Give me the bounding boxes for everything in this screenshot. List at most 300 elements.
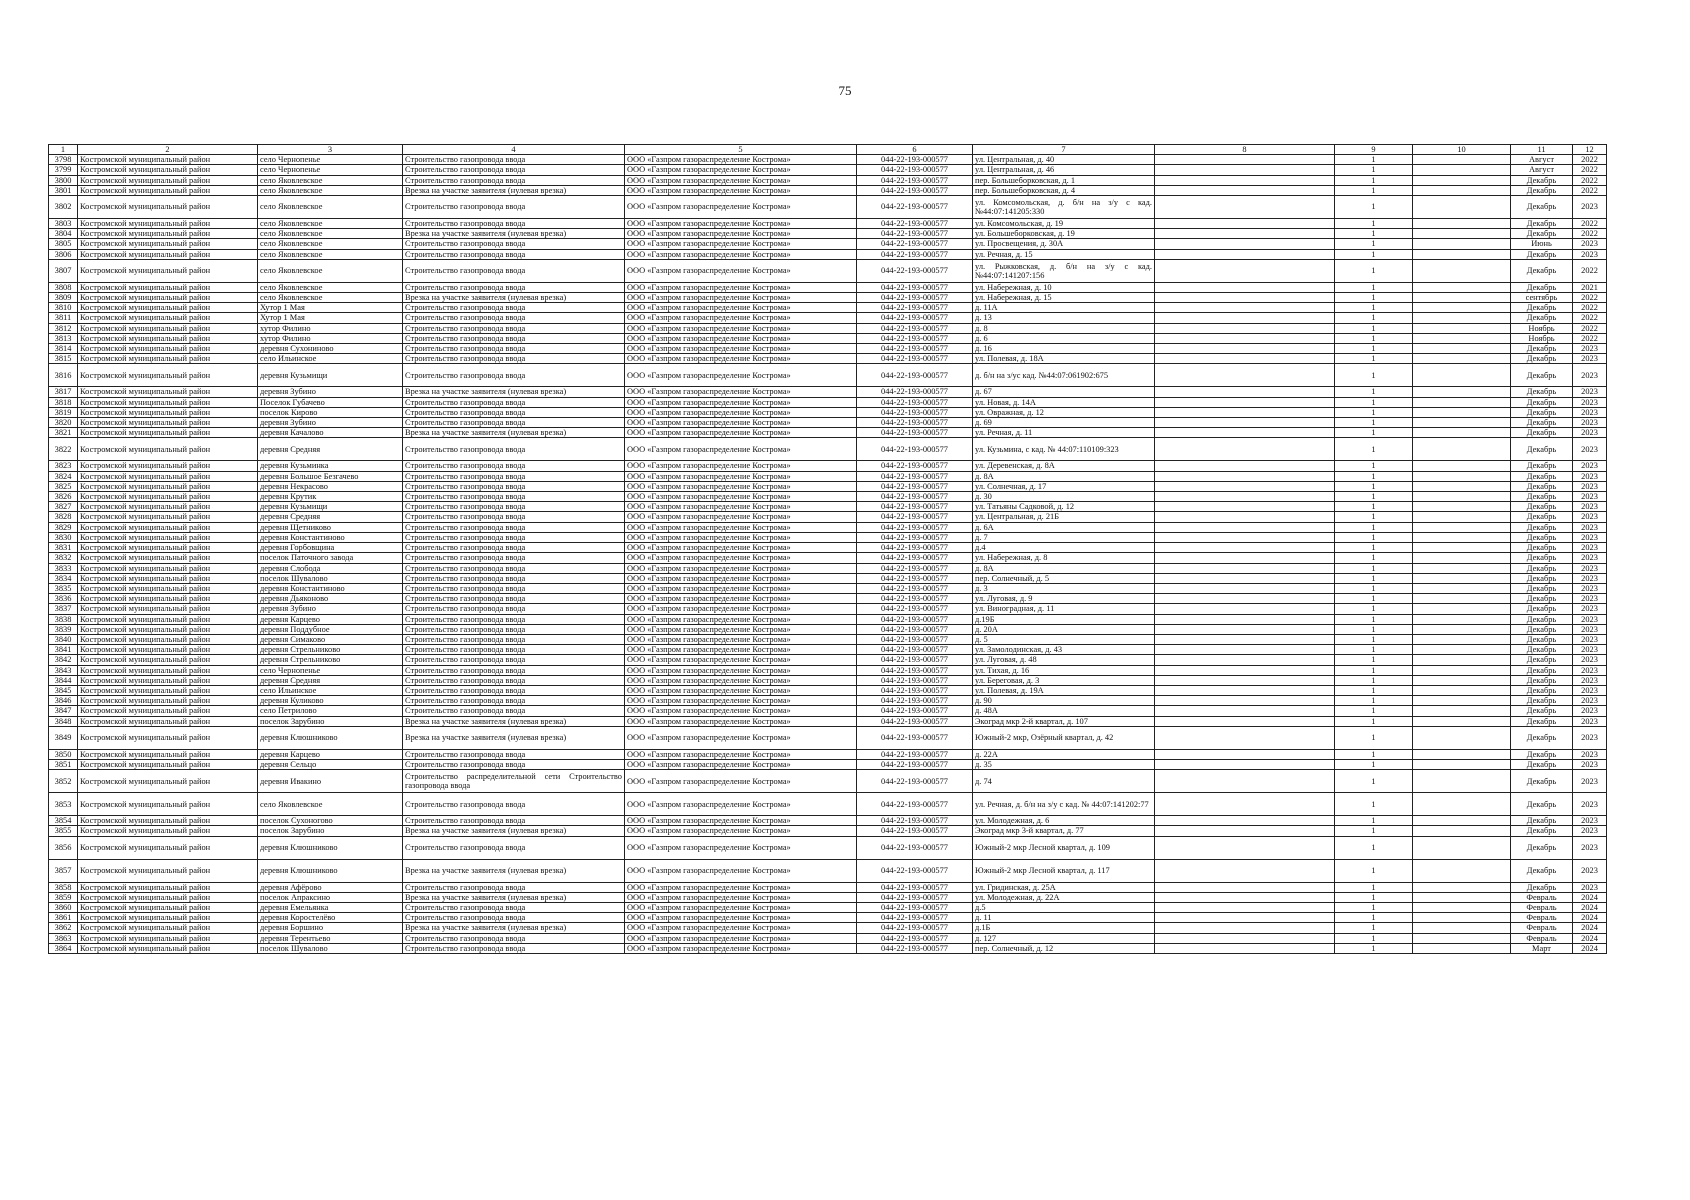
row-number-cell: 3816 <box>49 364 78 387</box>
col8-cell <box>1155 333 1335 343</box>
row-number-cell: 3824 <box>49 471 78 481</box>
registry-code-cell: 044-22-193-000577 <box>857 543 973 553</box>
quantity-cell: 1 <box>1335 323 1413 333</box>
col8-cell <box>1155 354 1335 364</box>
address-cell: д. 5 <box>973 634 1155 644</box>
quantity-cell: 1 <box>1335 594 1413 604</box>
district-cell: Костромской муниципальный район <box>78 826 258 836</box>
month-cell: Декабрь <box>1511 563 1573 573</box>
work-type-cell: Строительство газопровода ввода <box>403 397 625 407</box>
month-cell: Декабрь <box>1511 219 1573 229</box>
month-cell: Декабрь <box>1511 665 1573 675</box>
organization-cell: ООО «Газпром газораспределение Кострома» <box>625 614 857 624</box>
col10-cell <box>1413 892 1511 902</box>
address-cell: ул. Набережная, д. 15 <box>973 293 1155 303</box>
row-number-cell: 3817 <box>49 387 78 397</box>
month-cell: Февраль <box>1511 902 1573 912</box>
column-header: 7 <box>973 145 1155 155</box>
year-cell: 2023 <box>1573 354 1607 364</box>
table-row <box>49 239 1607 249</box>
row-number-cell: 3798 <box>49 155 78 165</box>
settlement-cell: деревня Зубино <box>258 604 403 614</box>
table-row <box>49 438 1607 461</box>
col8-cell <box>1155 836 1335 859</box>
work-type-cell: Строительство газопровода ввода <box>403 512 625 522</box>
year-cell: 2023 <box>1573 492 1607 502</box>
month-cell: Февраль <box>1511 933 1573 943</box>
table-row <box>49 614 1607 624</box>
row-number-cell: 3808 <box>49 282 78 292</box>
work-type-cell: Строительство газопровода ввода <box>403 563 625 573</box>
settlement-cell: село Яковлевское <box>258 259 403 282</box>
row-number-cell: 3822 <box>49 438 78 461</box>
registry-code-cell: 044-22-193-000577 <box>857 816 973 826</box>
registry-code-cell: 044-22-193-000577 <box>857 594 973 604</box>
district-cell: Костромской муниципальный район <box>78 532 258 542</box>
col10-cell <box>1413 428 1511 438</box>
address-cell: д.4 <box>973 543 1155 553</box>
col10-cell <box>1413 696 1511 706</box>
district-cell: Костромской муниципальный район <box>78 913 258 923</box>
col8-cell <box>1155 583 1335 593</box>
organization-cell: ООО «Газпром газораспределение Кострома» <box>625 502 857 512</box>
work-type-cell: Строительство газопровода ввода <box>403 634 625 644</box>
quantity-cell: 1 <box>1335 923 1413 933</box>
col8-cell <box>1155 793 1335 816</box>
district-cell: Костромской муниципальный район <box>78 943 258 953</box>
registry-code-cell: 044-22-193-000577 <box>857 793 973 816</box>
col10-cell <box>1413 583 1511 593</box>
address-cell: пер. Солнечный, д. 5 <box>973 573 1155 583</box>
column-header: 6 <box>857 145 973 155</box>
settlement-cell: село Яковлевское <box>258 229 403 239</box>
row-number-cell: 3835 <box>49 583 78 593</box>
address-cell: ул. Тихая, д. 16 <box>973 665 1155 675</box>
year-cell: 2023 <box>1573 816 1607 826</box>
registry-code-cell: 044-22-193-000577 <box>857 532 973 542</box>
district-cell: Костромской муниципальный район <box>78 696 258 706</box>
registry-code-cell: 044-22-193-000577 <box>857 185 973 195</box>
organization-cell: ООО «Газпром газораспределение Кострома» <box>625 461 857 471</box>
col10-cell <box>1413 826 1511 836</box>
quantity-cell: 1 <box>1335 438 1413 461</box>
month-cell: Декабрь <box>1511 685 1573 695</box>
work-type-cell: Строительство газопровода ввода <box>403 407 625 417</box>
settlement-cell: деревня Стрельниково <box>258 645 403 655</box>
organization-cell: ООО «Газпром газораспределение Кострома» <box>625 573 857 583</box>
address-cell: д. 22А <box>973 749 1155 759</box>
col10-cell <box>1413 532 1511 542</box>
district-cell: Костромской муниципальный район <box>78 313 258 323</box>
settlement-cell: село Чернопенье <box>258 165 403 175</box>
month-cell: Декабрь <box>1511 836 1573 859</box>
organization-cell: ООО «Газпром газораспределение Кострома» <box>625 923 857 933</box>
organization-cell: ООО «Газпром газораспределение Кострома» <box>625 397 857 407</box>
table-row <box>49 364 1607 387</box>
table-row <box>49 624 1607 634</box>
registry-table <box>48 144 1607 954</box>
registry-code-cell: 044-22-193-000577 <box>857 165 973 175</box>
organization-cell: ООО «Газпром газораспределение Кострома» <box>625 313 857 323</box>
work-type-cell: Строительство газопровода ввода <box>403 175 625 185</box>
registry-code-cell: 044-22-193-000577 <box>857 645 973 655</box>
settlement-cell: село Яковлевское <box>258 219 403 229</box>
address-cell: д. 3 <box>973 583 1155 593</box>
registry-code-cell: 044-22-193-000577 <box>857 313 973 323</box>
organization-cell: ООО «Газпром газораспределение Кострома» <box>625 219 857 229</box>
registry-code-cell: 044-22-193-000577 <box>857 481 973 491</box>
settlement-cell: деревня Константиново <box>258 532 403 542</box>
district-cell: Костромской муниципальный район <box>78 344 258 354</box>
organization-cell: ООО «Газпром газораспределение Кострома» <box>625 604 857 614</box>
col10-cell <box>1413 155 1511 165</box>
district-cell: Костромской муниципальный район <box>78 706 258 716</box>
organization-cell: ООО «Газпром газораспределение Кострома» <box>625 749 857 759</box>
quantity-cell: 1 <box>1335 685 1413 695</box>
table-row <box>49 675 1607 685</box>
col10-cell <box>1413 634 1511 644</box>
year-cell: 2023 <box>1573 882 1607 892</box>
month-cell: Декабрь <box>1511 229 1573 239</box>
work-type-cell: Строительство газопровода ввода <box>403 913 625 923</box>
month-cell: Декабрь <box>1511 759 1573 769</box>
quantity-cell: 1 <box>1335 407 1413 417</box>
column-header: 9 <box>1335 145 1413 155</box>
address-cell: д. 11 <box>973 913 1155 923</box>
table-row <box>49 685 1607 695</box>
row-number-cell: 3814 <box>49 344 78 354</box>
quantity-cell: 1 <box>1335 397 1413 407</box>
settlement-cell: деревня Боршино <box>258 923 403 933</box>
col8-cell <box>1155 512 1335 522</box>
work-type-cell: Врезка на участке заявителя (нулевая врезка) <box>403 387 625 397</box>
settlement-cell: деревня Качалово <box>258 428 403 438</box>
table-row <box>49 407 1607 417</box>
year-cell: 2023 <box>1573 665 1607 675</box>
quantity-cell: 1 <box>1335 859 1413 882</box>
district-cell: Костромской муниципальный район <box>78 259 258 282</box>
quantity-cell: 1 <box>1335 532 1413 542</box>
col10-cell <box>1413 196 1511 219</box>
month-cell: Декабрь <box>1511 770 1573 793</box>
year-cell: 2023 <box>1573 604 1607 614</box>
address-cell: ул. Полевая, д. 19А <box>973 685 1155 695</box>
work-type-cell: Строительство газопровода ввода <box>403 418 625 428</box>
row-number-cell: 3852 <box>49 770 78 793</box>
col10-cell <box>1413 624 1511 634</box>
address-cell: Экоград мкр 2-й квартал, д. 107 <box>973 716 1155 726</box>
col8-cell <box>1155 543 1335 553</box>
year-cell: 2023 <box>1573 532 1607 542</box>
district-cell: Костромской муниципальный район <box>78 563 258 573</box>
col8-cell <box>1155 155 1335 165</box>
settlement-cell: деревня Горбовщина <box>258 543 403 553</box>
table-row <box>49 387 1607 397</box>
table-row <box>49 471 1607 481</box>
table-row <box>49 418 1607 428</box>
row-number-cell: 3837 <box>49 604 78 614</box>
registry-code-cell: 044-22-193-000577 <box>857 892 973 902</box>
col10-cell <box>1413 185 1511 195</box>
address-cell: Экоград мкр 3-й квартал, д. 77 <box>973 826 1155 836</box>
col8-cell <box>1155 397 1335 407</box>
row-number-cell: 3811 <box>49 313 78 323</box>
address-cell: ул. Набережная, д. 10 <box>973 282 1155 292</box>
organization-cell: ООО «Газпром газораспределение Кострома» <box>625 418 857 428</box>
year-cell: 2023 <box>1573 583 1607 593</box>
work-type-cell: Строительство газопровода ввода <box>403 313 625 323</box>
registry-code-cell: 044-22-193-000577 <box>857 573 973 583</box>
organization-cell: ООО «Газпром газораспределение Кострома» <box>625 770 857 793</box>
quantity-cell: 1 <box>1335 836 1413 859</box>
col10-cell <box>1413 716 1511 726</box>
col8-cell <box>1155 816 1335 826</box>
row-number-cell: 3855 <box>49 826 78 836</box>
work-type-cell: Строительство газопровода ввода <box>403 323 625 333</box>
table-row <box>49 249 1607 259</box>
col10-cell <box>1413 655 1511 665</box>
district-cell: Костромской муниципальный район <box>78 461 258 471</box>
district-cell: Костромской муниципальный район <box>78 573 258 583</box>
year-cell: 2024 <box>1573 923 1607 933</box>
table-row <box>49 354 1607 364</box>
work-type-cell: Строительство газопровода ввода <box>403 354 625 364</box>
month-cell: Декабрь <box>1511 645 1573 655</box>
col10-cell <box>1413 726 1511 749</box>
row-number-cell: 3827 <box>49 502 78 512</box>
year-cell: 2022 <box>1573 259 1607 282</box>
district-cell: Костромской муниципальный район <box>78 624 258 634</box>
address-cell: ул. Речная, д. 15 <box>973 249 1155 259</box>
address-cell: Южный-2 мкр Лесной квартал, д. 109 <box>973 836 1155 859</box>
table-row <box>49 512 1607 522</box>
col8-cell <box>1155 461 1335 471</box>
quantity-cell: 1 <box>1335 892 1413 902</box>
quantity-cell: 1 <box>1335 219 1413 229</box>
address-cell: ул. Центральная, д. 21Б <box>973 512 1155 522</box>
year-cell: 2023 <box>1573 196 1607 219</box>
district-cell: Костромской муниципальный район <box>78 438 258 461</box>
organization-cell: ООО «Газпром газораспределение Кострома» <box>625 793 857 816</box>
address-cell: д. 35 <box>973 759 1155 769</box>
table-row <box>49 892 1607 902</box>
quantity-cell: 1 <box>1335 239 1413 249</box>
address-cell: ул. Центральная, д. 46 <box>973 165 1155 175</box>
row-number-cell: 3829 <box>49 522 78 532</box>
registry-code-cell: 044-22-193-000577 <box>857 614 973 624</box>
organization-cell: ООО «Газпром газораспределение Кострома» <box>625 344 857 354</box>
settlement-cell: село Яковлевское <box>258 293 403 303</box>
registry-code-cell: 044-22-193-000577 <box>857 553 973 563</box>
settlement-cell: Хутор 1 Мая <box>258 303 403 313</box>
settlement-cell: поселок Апраксино <box>258 892 403 902</box>
registry-code-cell: 044-22-193-000577 <box>857 303 973 313</box>
registry-code-cell: 044-22-193-000577 <box>857 859 973 882</box>
district-cell: Костромской муниципальный район <box>78 492 258 502</box>
month-cell: сентябрь <box>1511 293 1573 303</box>
settlement-cell: деревня Куликово <box>258 696 403 706</box>
organization-cell: ООО «Газпром газораспределение Кострома» <box>625 522 857 532</box>
quantity-cell: 1 <box>1335 387 1413 397</box>
work-type-cell: Строительство газопровода ввода <box>403 655 625 665</box>
year-cell: 2023 <box>1573 634 1607 644</box>
work-type-cell: Врезка на участке заявителя (нулевая врезка) <box>403 892 625 902</box>
registry-code-cell: 044-22-193-000577 <box>857 492 973 502</box>
month-cell: Декабрь <box>1511 185 1573 195</box>
registry-code-cell: 044-22-193-000577 <box>857 706 973 716</box>
row-number-cell: 3819 <box>49 407 78 417</box>
registry-code-cell: 044-22-193-000577 <box>857 428 973 438</box>
month-cell: Декабрь <box>1511 553 1573 563</box>
page-number: 75 <box>838 83 852 98</box>
district-cell: Костромской муниципальный район <box>78 175 258 185</box>
col8-cell <box>1155 655 1335 665</box>
address-cell: д. 7 <box>973 532 1155 542</box>
month-cell: Декабрь <box>1511 428 1573 438</box>
address-cell: д.19Б <box>973 614 1155 624</box>
settlement-cell: деревня Афёрово <box>258 882 403 892</box>
quantity-cell: 1 <box>1335 749 1413 759</box>
table-row <box>49 882 1607 892</box>
address-cell: пер. Большеборковская, д. 1 <box>973 175 1155 185</box>
registry-code-cell: 044-22-193-000577 <box>857 407 973 417</box>
row-number-cell: 3802 <box>49 196 78 219</box>
month-cell: Декабрь <box>1511 438 1573 461</box>
col10-cell <box>1413 502 1511 512</box>
year-cell: 2023 <box>1573 749 1607 759</box>
organization-cell: ООО «Газпром газораспределение Кострома» <box>625 303 857 313</box>
organization-cell: ООО «Газпром газораспределение Кострома» <box>625 685 857 695</box>
month-cell: Декабрь <box>1511 502 1573 512</box>
address-cell: д. 74 <box>973 770 1155 793</box>
registry-code-cell: 044-22-193-000577 <box>857 943 973 953</box>
month-cell: Декабрь <box>1511 481 1573 491</box>
row-number-cell: 3857 <box>49 859 78 882</box>
col8-cell <box>1155 303 1335 313</box>
work-type-cell: Строительство газопровода ввода <box>403 749 625 759</box>
organization-cell: ООО «Газпром газораспределение Кострома» <box>625 239 857 249</box>
month-cell: Декабрь <box>1511 793 1573 816</box>
settlement-cell: поселок Шувалово <box>258 573 403 583</box>
col10-cell <box>1413 685 1511 695</box>
work-type-cell: Строительство газопровода ввода <box>403 675 625 685</box>
quantity-cell: 1 <box>1335 655 1413 665</box>
settlement-cell: деревня Дьяконово <box>258 594 403 604</box>
table-row <box>49 836 1607 859</box>
settlement-cell: деревня Кузьмищи <box>258 502 403 512</box>
address-cell: ул. Солнечная, д. 17 <box>973 481 1155 491</box>
settlement-cell: деревня Щетниково <box>258 522 403 532</box>
table-row <box>49 665 1607 675</box>
address-cell: д. 6 <box>973 333 1155 343</box>
table-row <box>49 759 1607 769</box>
address-cell: ул. Виноградная, д. 11 <box>973 604 1155 614</box>
col10-cell <box>1413 239 1511 249</box>
address-cell: д. 67 <box>973 387 1155 397</box>
month-cell: Декабрь <box>1511 859 1573 882</box>
registry-code-cell: 044-22-193-000577 <box>857 634 973 644</box>
work-type-cell: Строительство газопровода ввода <box>403 665 625 675</box>
work-type-cell: Строительство газопровода ввода <box>403 645 625 655</box>
table-row <box>49 913 1607 923</box>
month-cell: Декабрь <box>1511 696 1573 706</box>
col8-cell <box>1155 387 1335 397</box>
work-type-cell: Строительство газопровода ввода <box>403 282 625 292</box>
organization-cell: ООО «Газпром газораспределение Кострома» <box>625 933 857 943</box>
work-type-cell: Врезка на участке заявителя (нулевая врезка) <box>403 185 625 195</box>
registry-code-cell: 044-22-193-000577 <box>857 196 973 219</box>
table-row <box>49 522 1607 532</box>
quantity-cell: 1 <box>1335 229 1413 239</box>
month-cell: Декабрь <box>1511 655 1573 665</box>
settlement-cell: деревня Поддубное <box>258 624 403 634</box>
col10-cell <box>1413 614 1511 624</box>
col10-cell <box>1413 665 1511 675</box>
work-type-cell: Строительство газопровода ввода <box>403 155 625 165</box>
month-cell: Декабрь <box>1511 583 1573 593</box>
district-cell: Костромской муниципальный район <box>78 387 258 397</box>
organization-cell: ООО «Газпром газораспределение Кострома» <box>625 645 857 655</box>
month-cell: Декабрь <box>1511 543 1573 553</box>
organization-cell: ООО «Газпром газораспределение Кострома» <box>625 259 857 282</box>
table-row <box>49 859 1607 882</box>
table-row <box>49 943 1607 953</box>
settlement-cell: Поселок Губачево <box>258 397 403 407</box>
col8-cell <box>1155 902 1335 912</box>
registry-code-cell: 044-22-193-000577 <box>857 293 973 303</box>
col8-cell <box>1155 219 1335 229</box>
col8-cell <box>1155 826 1335 836</box>
year-cell: 2023 <box>1573 759 1607 769</box>
registry-code-cell: 044-22-193-000577 <box>857 913 973 923</box>
year-cell: 2022 <box>1573 323 1607 333</box>
district-cell: Костромской муниципальный район <box>78 594 258 604</box>
quantity-cell: 1 <box>1335 354 1413 364</box>
organization-cell: ООО «Газпром газораспределение Кострома» <box>625 624 857 634</box>
year-cell: 2023 <box>1573 522 1607 532</box>
row-number-cell: 3815 <box>49 354 78 364</box>
col8-cell <box>1155 532 1335 542</box>
year-cell: 2023 <box>1573 726 1607 749</box>
year-cell: 2023 <box>1573 675 1607 685</box>
month-cell: Август <box>1511 165 1573 175</box>
registry-code-cell: 044-22-193-000577 <box>857 219 973 229</box>
col8-cell <box>1155 407 1335 417</box>
table-row <box>49 196 1607 219</box>
year-cell: 2023 <box>1573 655 1607 665</box>
work-type-cell: Врезка на участке заявителя (нулевая врезка) <box>403 826 625 836</box>
registry-code-cell: 044-22-193-000577 <box>857 655 973 665</box>
settlement-cell: поселок Зарубино <box>258 826 403 836</box>
work-type-cell: Строительство газопровода ввода <box>403 882 625 892</box>
table-row <box>49 175 1607 185</box>
district-cell: Костромской муниципальный район <box>78 428 258 438</box>
registry-code-cell: 044-22-193-000577 <box>857 229 973 239</box>
quantity-cell: 1 <box>1335 185 1413 195</box>
organization-cell: ООО «Газпром газораспределение Кострома» <box>625 882 857 892</box>
quantity-cell: 1 <box>1335 816 1413 826</box>
work-type-cell: Строительство газопровода ввода <box>403 532 625 542</box>
year-cell: 2022 <box>1573 333 1607 343</box>
year-cell: 2023 <box>1573 461 1607 471</box>
month-cell: Декабрь <box>1511 826 1573 836</box>
table-row <box>49 573 1607 583</box>
row-number-cell: 3848 <box>49 716 78 726</box>
settlement-cell: деревня Карцево <box>258 749 403 759</box>
col8-cell <box>1155 229 1335 239</box>
district-cell: Костромской муниципальный район <box>78 759 258 769</box>
address-cell: д. 16 <box>973 344 1155 354</box>
